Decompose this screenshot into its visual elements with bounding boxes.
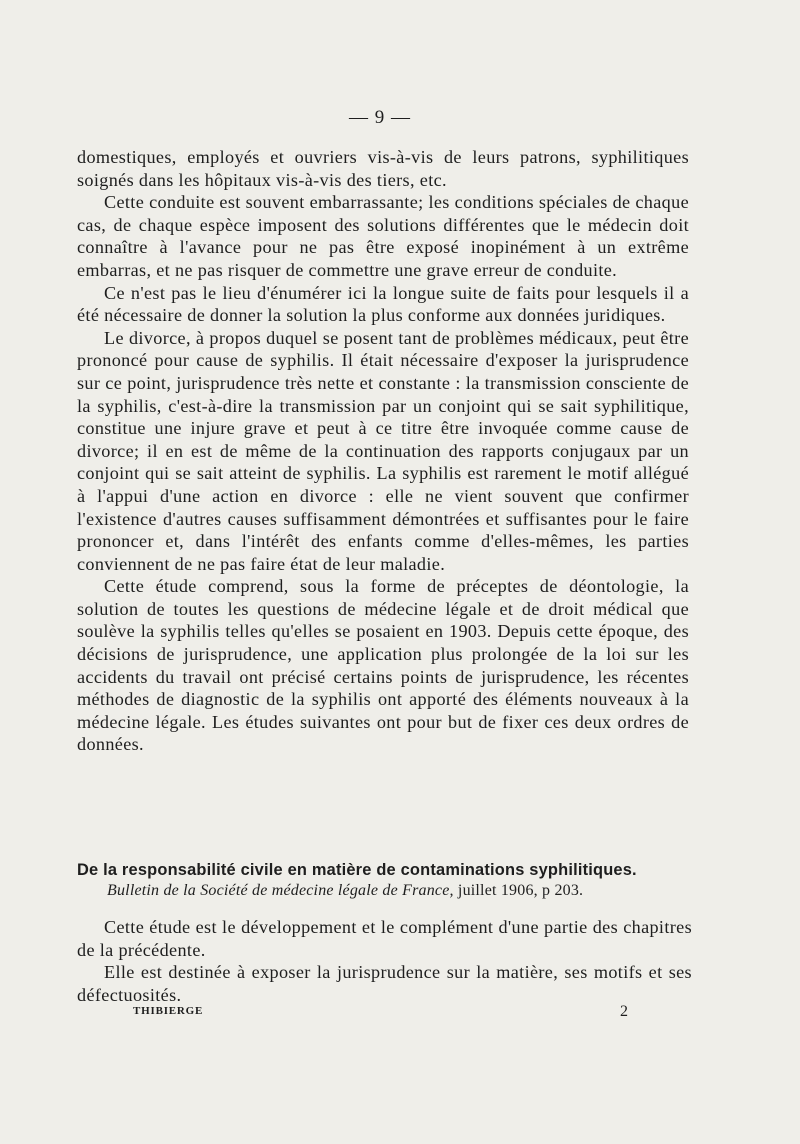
paragraph-1: domestiques, employés et ouvriers vis-à-vis de leurs patrons, syphilitiques soignés dans les hôpitaux vis-à-vis des tiers, etc.	[77, 147, 689, 190]
page-number: — 9 —	[349, 107, 411, 128]
printer-signature: THIBIERGE	[133, 1005, 204, 1017]
citation-journal: Bulletin de la Société de médecine légale de France,	[107, 882, 454, 899]
paragraph-3: Ce n'est pas le lieu d'énumérer ici la longue suite de faits pour lesquels il a été nécessaire de donner la solution la plus conforme aux données juridiques.	[77, 282, 689, 326]
section-title: De la responsabilité civile en matière de contaminations syphilitiques.	[77, 861, 637, 879]
section-paragraph-1: Cette étude est le développement et le complément d'une partie des chapitres de la précédente.	[77, 917, 692, 960]
paragraph-4: Le divorce, à propos duquel se posent tant de problèmes médicaux, peut être prononcé pour cause de syphilis. Il était nécessaire d'exposer la jurisprudence sur ce point, jurisprudence très nette et constante : la transmission consciente de la syphilis, c'est-à-dire la transmission par un conjoint qui se sait syphilitique, constitue une injure grave et peut à ce titre être invoquée comme cause de divorce; il en est de même de la continuation des rapports conjugaux par un conjoint qui se sait atteint de syphilis. La syphilis est rarement le motif allégué à l'appui d'une action en divorce : elle ne vient souvent que confirmer l'existence d'autres causes suffisamment démontrées et suffisantes pour le faire prononcer et, dans l'intérêt des enfants comme d'elles-mêmes, les parties conviennent de ne pas faire état de leur maladie.	[77, 327, 689, 574]
paragraph-5: Cette étude comprend, sous la forme de préceptes de déontologie, la solution de toutes les questions de médecine légale et de droit médical que soulève la syphilis telles qu'elles se posaient en 1903. Depuis cette époque, des décisions de jurisprudence, une application plus prolongée de la loi sur les accidents du travail ont précisé certains points de jurisprudence, les récentes méthodes de diagnostic de la syphilis ont apporté des éléments nouveaux à la médecine légale. Les études suivantes ont pour but de fixer ces deux ordres de données.	[77, 576, 689, 755]
paragraph-2: Cette conduite est souvent embarrassante; les conditions spéciales de chaque cas, de chaque espèce imposent des solutions différentes que le médecin doit connaître à l'avance pour ne pas être exposé inopinément à un extrême embarras, et ne pas risquer de commettre une grave erreur de conduite.	[77, 192, 689, 280]
section-paragraph-2: Elle est destinée à exposer la jurisprudence sur la matière, ses motifs et ses défectuosités.	[77, 962, 692, 1005]
section-body	[77, 916, 692, 1006]
citation	[107, 882, 692, 900]
sheet-number: 2	[620, 1003, 629, 1020]
body-text	[77, 146, 689, 756]
citation-details: juillet 1906, p 203.	[457, 882, 584, 899]
section-civil-liability	[77, 861, 692, 1006]
